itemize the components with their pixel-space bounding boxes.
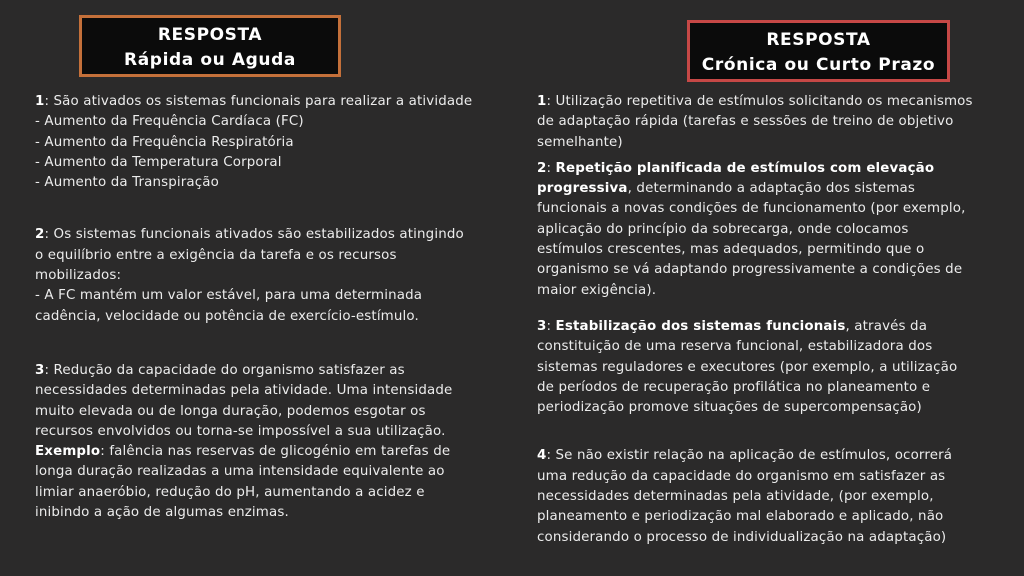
text-line: recursos envolvidos ou torna-se impossível a sua utilização. bbox=[35, 423, 446, 439]
text-line bbox=[537, 159, 1015, 179]
text-line: semelhante) bbox=[537, 134, 623, 150]
point-number: 2 bbox=[537, 160, 547, 176]
chronic-point-4 bbox=[537, 446, 1015, 547]
example-text: : falência nas reservas de glicogénio em tarefas de bbox=[100, 444, 451, 460]
chronic-response-column bbox=[537, 92, 1015, 548]
bold-heading: progressiva bbox=[537, 181, 628, 197]
point-text: : Os sistemas funcionais ativados são estabilizados atingindo bbox=[44, 227, 464, 243]
list-item: - Aumento da Frequência Respiratória bbox=[35, 134, 294, 150]
point-number: 1 bbox=[537, 94, 547, 109]
text-line: - A FC mantém um valor estável, para uma determinada bbox=[35, 288, 423, 304]
chronic-response-header bbox=[687, 20, 950, 82]
acute-header-line1: RESPOSTA bbox=[157, 25, 263, 45]
point-text: , através da bbox=[845, 318, 928, 334]
text-line: de adaptação rápida (tarefas e sessões de treino de objetivo bbox=[537, 114, 954, 130]
text-line: periodização promove situações de supercompensação) bbox=[537, 400, 922, 416]
text-line: muito elevada ou de longa duração, podemos esgotar os bbox=[35, 403, 426, 419]
point-number: 1 bbox=[35, 94, 45, 109]
text-line: mobilizados: bbox=[35, 268, 122, 284]
text-line: aplicação do princípio da sobrecarga, onde colocamos bbox=[537, 221, 909, 237]
text-line: considerando o processo de individualização na adaptação) bbox=[537, 529, 947, 545]
point-number: 3 bbox=[537, 318, 547, 334]
example-line bbox=[35, 442, 515, 462]
text-line bbox=[35, 361, 515, 381]
separator: : bbox=[546, 160, 556, 176]
acute-header-line2: Rápida ou Aguda bbox=[124, 50, 296, 70]
chronic-point-2 bbox=[537, 159, 1015, 301]
text-line: sistemas reguladores e executores (por exemplo, a utilização bbox=[537, 359, 958, 375]
separator: : bbox=[546, 318, 556, 334]
point-text: , determinando a adaptação dos sistemas bbox=[627, 181, 916, 197]
text-line: cadência, velocidade ou potência de exercício-estímulo. bbox=[35, 308, 419, 324]
acute-point-1 bbox=[35, 92, 515, 193]
point-text: : São ativados os sistemas funcionais para realizar a atividade bbox=[44, 94, 473, 109]
acute-response-column bbox=[35, 92, 515, 523]
text-line: longa duração realizadas a uma intensidade equivalente ao bbox=[35, 464, 445, 480]
text-line: organismo se vá adaptando progressivamente a condições de bbox=[537, 262, 963, 278]
text-line: planeamento e periodização mal elaborado e aplicado, não bbox=[537, 509, 944, 525]
text-line: necessidades determinadas pela atividade, (por exemplo, bbox=[537, 489, 934, 505]
point-number: 3 bbox=[35, 362, 45, 378]
chronic-header-line1: RESPOSTA bbox=[766, 30, 871, 50]
text-line: inibindo a ação de algumas enzimas. bbox=[35, 505, 289, 521]
acute-point-3 bbox=[35, 361, 515, 523]
list-item: - Aumento da Frequência Cardíaca (FC) bbox=[35, 114, 304, 130]
text-line: o equilíbrio entre a exigência da tarefa e os recursos bbox=[35, 247, 397, 263]
point-text: : Redução da capacidade do organismo satisfazer as bbox=[44, 362, 405, 378]
bold-heading: Estabilização dos sistemas funcionais bbox=[555, 318, 846, 334]
chronic-point-1 bbox=[537, 92, 1015, 153]
text-line: necessidades determinadas pela atividade. Uma intensidade bbox=[35, 383, 453, 399]
list-item: - Aumento da Temperatura Corporal bbox=[35, 154, 282, 170]
text-line: estímulos crescentes, mas adequados, permitindo que o bbox=[537, 242, 925, 258]
text-line: maior exigência). bbox=[537, 282, 657, 298]
example-label: Exemplo bbox=[35, 444, 101, 460]
acute-point-2 bbox=[35, 225, 515, 326]
text-line: funcionais a novas condições de funcionamento (por exemplo, bbox=[537, 201, 966, 217]
text-line: constituição de uma reserva funcional, estabilizadora dos bbox=[537, 339, 933, 355]
acute-response-header bbox=[79, 15, 341, 77]
text-line bbox=[537, 446, 1015, 466]
text-line bbox=[537, 179, 1015, 199]
list-item: - Aumento da Transpiração bbox=[35, 175, 219, 191]
text-line: limiar anaeróbio, redução do pH, aumentando a acidez e bbox=[35, 484, 425, 500]
text-line bbox=[537, 92, 1015, 112]
text-line bbox=[35, 225, 515, 245]
text-line: de períodos de recuperação profilática no planeamento e bbox=[537, 379, 931, 395]
text-line bbox=[537, 317, 1015, 337]
point-number: 2 bbox=[35, 227, 45, 243]
point-number: 4 bbox=[537, 448, 547, 464]
bold-heading: Repetição planificada de estímulos com elevação bbox=[555, 160, 935, 176]
chronic-header-line2: Crónica ou Curto Prazo bbox=[701, 55, 936, 75]
chronic-point-3 bbox=[537, 317, 1015, 418]
point-text: : Utilização repetitiva de estímulos solicitando os mecanismos bbox=[546, 94, 973, 109]
text-line: uma redução da capacidade do organismo em satisfazer as bbox=[537, 468, 946, 484]
point-text: : Se não existir relação na aplicação de estímulos, ocorrerá bbox=[546, 448, 953, 464]
acute-point-1-intro bbox=[35, 92, 515, 112]
